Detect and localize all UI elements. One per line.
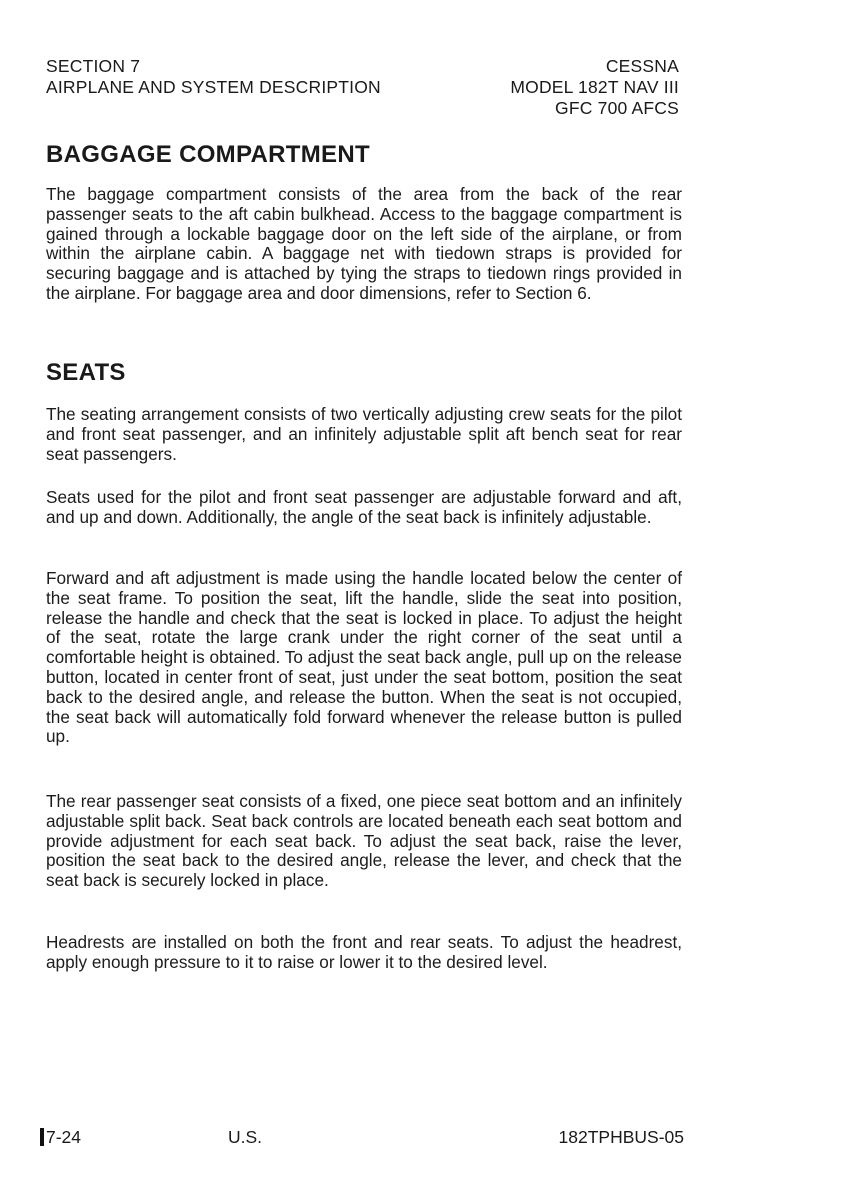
header-model: MODEL 182T NAV III xyxy=(510,77,679,97)
seats-paragraph-front-adjustment: Seats used for the pilot and front seat passenger are adjustable forward and aft, and up and down. Additionally, the angle of the seat back is infinitely adjustable. xyxy=(46,487,682,527)
seats-paragraph-arrangement: The seating arrangement consists of two vertically adjusting crew seats for the pilot and front seat passenger, and an infinitely adjustable split aft bench seat for rear seat passengers. xyxy=(46,404,682,464)
header-manufacturer: CESSNA xyxy=(605,56,679,76)
baggage-compartment-heading: BAGGAGE COMPARTMENT xyxy=(46,141,370,168)
seats-heading: SEATS xyxy=(46,359,126,386)
page-header-right xyxy=(510,56,679,119)
header-autopilot: GFC 700 AFCS xyxy=(555,98,679,118)
page-header-left xyxy=(46,56,381,98)
footer-page-number xyxy=(40,1127,81,1148)
header-section-title: AIRPLANE AND SYSTEM DESCRIPTION xyxy=(46,77,381,97)
seats-paragraph-rear-seat: The rear passenger seat consists of a fixed, one piece seat bottom and an infinitely adjustable split back. Seat back controls are located beneath each seat bottom and provide adjustment for each seat back. To adjust the seat back, raise the lever, position the seat back to the desired angle, release the lever, and check that the seat back is securely locked in place. xyxy=(46,791,682,891)
seats-paragraph-adjustment-procedure: Forward and aft adjustment is made using the handle located below the center of the seat frame. To position the seat, lift the handle, slide the seat into position, release the handle and check that the seat is locked in place. To adjust the height of the seat, rotate the large crank under the right corner of the seat until a comfortable height is obtained. To adjust the seat back angle, pull up on the release button, located in center front of seat, just under the seat bottom, position the seat back to the desired angle, and release the button. When the seat is not occupied, the seat back will automatically fold forward whenever the release button is pulled up. xyxy=(46,568,682,747)
header-section-label: SECTION 7 xyxy=(46,56,141,76)
revision-bar xyxy=(40,1128,44,1146)
page-number: 7-24 xyxy=(46,1127,82,1147)
seats-paragraph-headrests: Headrests are installed on both the front and rear seats. To adjust the headrest, apply enough pressure to it to raise or lower it to the desired level. xyxy=(46,932,682,972)
baggage-compartment-paragraph: The baggage compartment consists of the area from the back of the rear passenger seats to the aft cabin bulkhead. Access to the baggage compartment is gained through a lockable baggage door on the left side of the airplane, or from within the airplane cabin. A baggage net with tiedown straps is provided for securing baggage and is attached by tying the straps to tiedown rings provided in the airplane. For baggage area and door dimensions, refer to Section 6. xyxy=(46,184,682,303)
footer-document-id: 182TPHBUS-05 xyxy=(558,1127,684,1147)
footer-region: U.S. xyxy=(228,1127,263,1147)
